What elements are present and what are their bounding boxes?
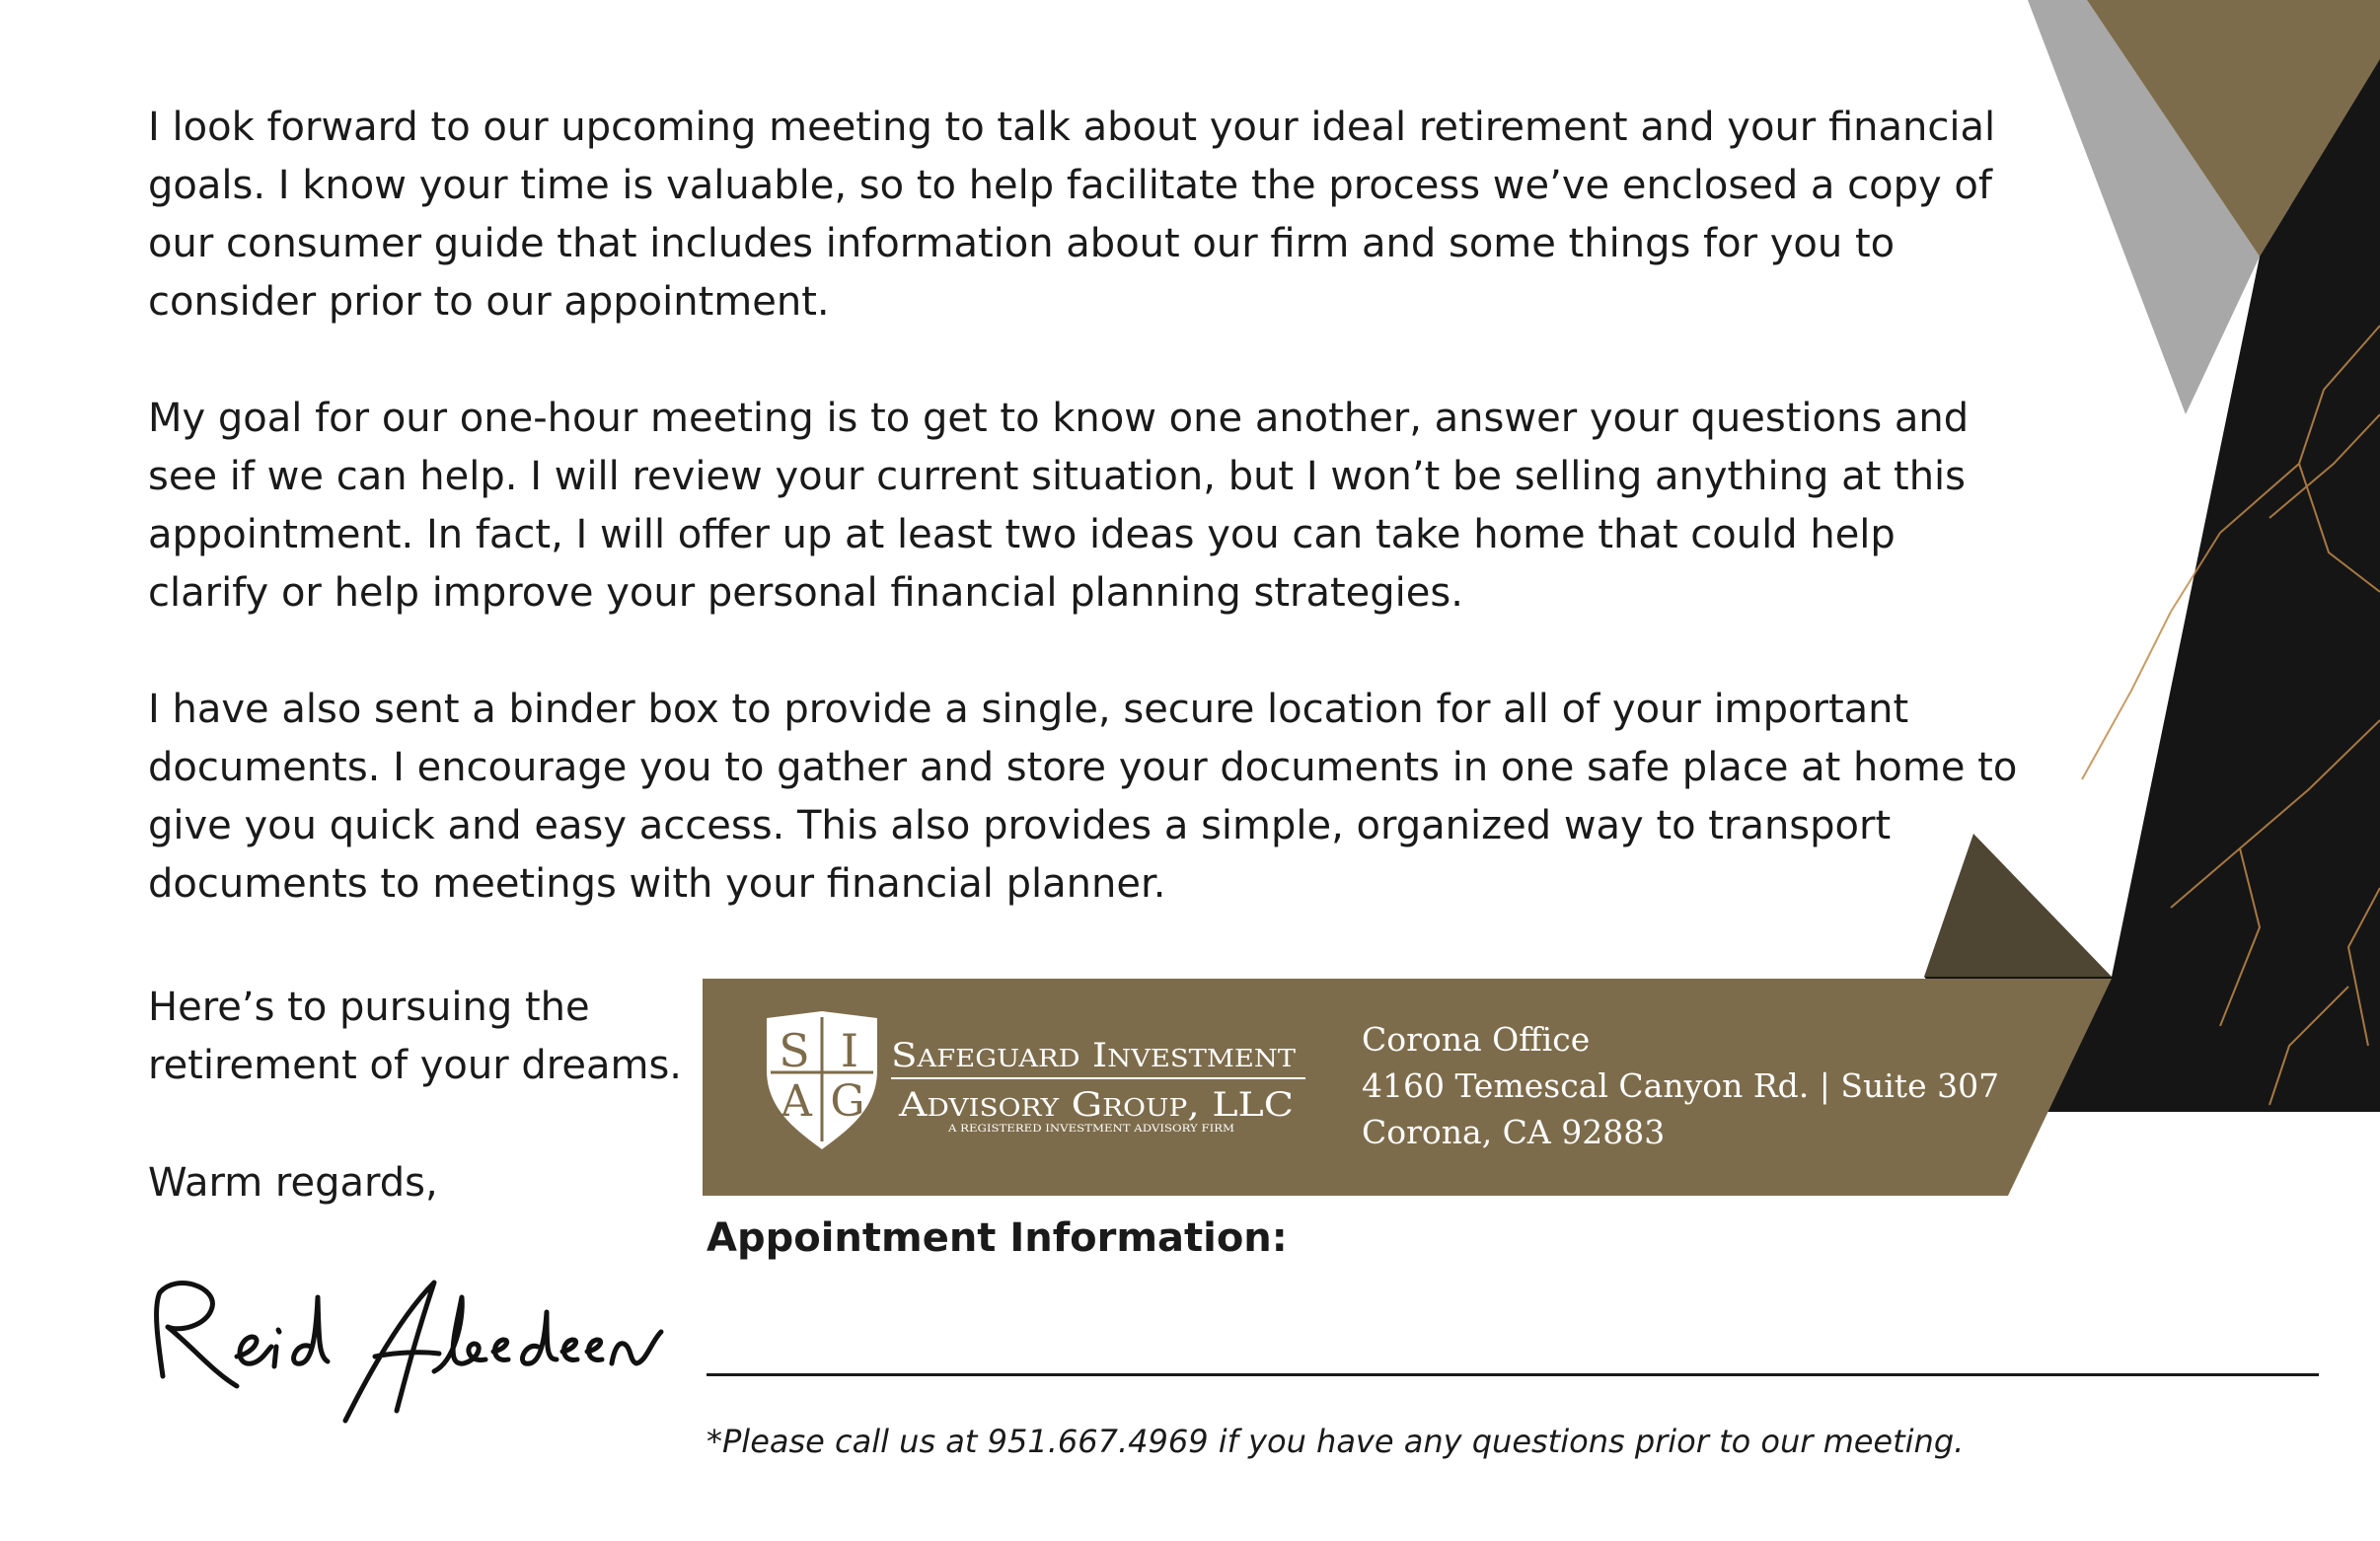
closing (148, 979, 682, 1095)
appointment-title: Appointment Information: (707, 1215, 1288, 1261)
contact-footnote: *Please call us at 951.667.4969 if you have any questions prior to our meeting. (707, 1423, 1965, 1460)
logo-name-line-2: Advisory Group, LLC (897, 1085, 1294, 1125)
office-name: Corona Office (1362, 1020, 1591, 1059)
warm-regards: Warm regards, (148, 1160, 438, 1206)
monogram-g: G (830, 1076, 865, 1127)
paragraph-2: My goal for our one-hour meeting is to get to know one another, answer your questions and see if we can help. I will review your current situation, but I won’t be selling anything at this appointment. In fact, I will offer up at least two ideas you can take home that could help clarify or help improve your personal financial planning strategies. (148, 396, 1970, 616)
monogram-a: A (781, 1076, 812, 1127)
office-address: 4160 Temescal Canyon Rd. | Suite 307 (1362, 1066, 2000, 1105)
company-logo (765, 1011, 1317, 1159)
letter-body (148, 99, 2023, 972)
signature (138, 1253, 671, 1431)
paragraph-1: I look forward to our upcoming meeting to talk about your ideal retirement and your financial goals. I know your time is valuable, so to help facilitate the process we’ve enclosed a copy of our consumer guide that includes information about our firm and some things for you to consider prior to our appointment. (148, 105, 1996, 325)
appointment-entry-line (707, 1373, 2319, 1376)
logo-tagline: A REGISTERED INVESTMENT ADVISORY FIRM (946, 1124, 1234, 1135)
monogram-i: I (840, 1024, 859, 1077)
closing-line-2: retirement of your dreams. (148, 1043, 682, 1088)
closing-line-1: Here’s to pursuing the (148, 985, 590, 1030)
monogram-s: S (779, 1024, 810, 1077)
office-info (1362, 1016, 1999, 1155)
office-city: Corona, CA 92883 (1362, 1113, 1666, 1151)
paragraph-3: I have also sent a binder box to provide a single, secure location for all of your important documents. I encourage you to gather and store your documents in one safe place at home to give you quick and easy access. This also provides a simple, organized way to transport documents to meetings with your financial planner. (148, 687, 2018, 907)
logo-name-line-1: Safeguard Investment (891, 1036, 1296, 1075)
